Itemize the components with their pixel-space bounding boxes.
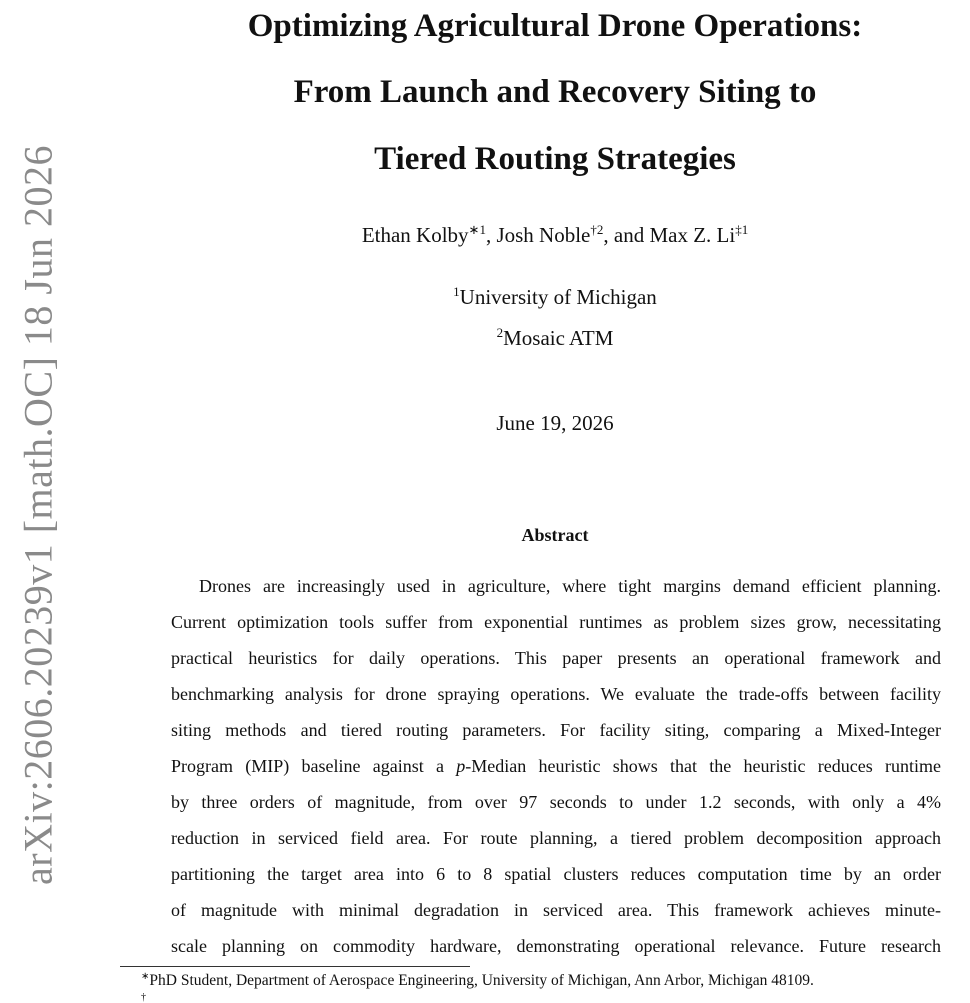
title-line-2: From Launch and Recovery Siting to — [293, 74, 817, 110]
affiliation-name: Mosaic ATM — [503, 326, 614, 350]
footnote-mark: ∗ — [141, 971, 150, 982]
abstract-body — [171, 568, 941, 964]
abstract-line: scale planning on commodity hardware, demonstrating operational relevance. Future research — [171, 936, 941, 956]
abstract-line: Current optimization tools suffer from exponential runtimes as problem sizes grow, necessitating — [171, 612, 941, 632]
math-variable-p: p — [456, 756, 466, 776]
abstract-line: Drones are increasingly used in agriculture, where tight margins demand efficient planning. — [199, 576, 941, 596]
affiliation-mark: 2 — [496, 325, 504, 340]
title-line-1: Optimizing Agricultural Drone Operations: — [247, 8, 863, 44]
author-separator: , — [485, 223, 497, 247]
abstract-line: reduction in serviced field area. For route planning, a tiered problem decomposition approach — [171, 828, 941, 848]
abstract-line: partitioning the target area into 6 to 8 spatial clusters reduces computation time by an order — [171, 864, 941, 884]
author-name: Ethan Kolby — [361, 223, 469, 247]
abstract-line: by three orders of magnitude, from over 97 seconds to under 1.2 seconds, with only a 4% — [171, 792, 941, 812]
footnote-text: PhD Student, Department of Aerospace Engineering, University of Michigan, Ann Arbor, Michigan 48109. — [149, 972, 814, 989]
footnote-divider — [120, 966, 470, 967]
footnote-next-mark: † — [141, 992, 146, 1003]
abstract-line: practical heuristics for daily operations. This paper presents an operational framework and — [171, 648, 941, 668]
publication-date: June 19, 2026 — [496, 411, 614, 435]
abstract-line: siting methods and tiered routing parameters. For facility siting, comparing a Mixed-Integer — [171, 720, 941, 740]
abstract-line: benchmarking analysis for drone spraying operations. We evaluate the trade-offs between facility — [171, 684, 941, 704]
author-separator: , and — [603, 223, 650, 247]
abstract-heading: Abstract — [521, 525, 589, 545]
author-list — [140, 223, 970, 248]
abstract-line: of magnitude with minimal degradation in serviced area. This framework achieves minute- — [171, 900, 941, 920]
author-name: Max Z. Li — [649, 223, 736, 247]
affiliation-name: University of Michigan — [459, 285, 657, 309]
author-affiliation-mark: ∗1 — [468, 222, 486, 237]
author-name: Josh Noble — [496, 223, 591, 247]
affiliation-2 — [140, 326, 970, 351]
author-affiliation-mark: ‡1 — [735, 222, 749, 237]
abstract-line-with-math: Program (MIP) baseline against a p-Median heuristic shows that the heuristic reduces runtime — [171, 756, 941, 776]
arxiv-identifier-stamp: arXiv:2606.20239v1 [math.OC] 18 Jun 2026 — [15, 145, 61, 885]
footnote — [141, 972, 961, 990]
title-line-3: Tiered Routing Strategies — [374, 141, 736, 177]
affiliation-mark: 1 — [453, 284, 460, 299]
author-affiliation-mark: †2 — [590, 222, 604, 237]
affiliation-1 — [140, 285, 970, 310]
